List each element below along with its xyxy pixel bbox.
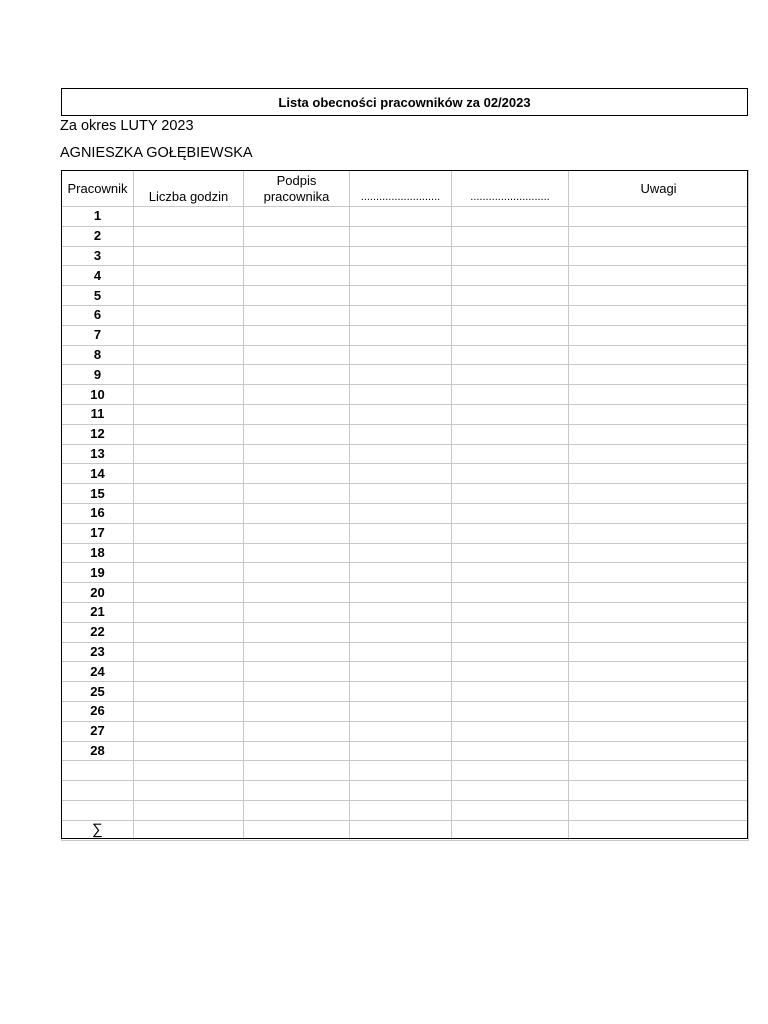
day-number-cell: 12 — [62, 424, 134, 444]
table-row — [62, 721, 749, 741]
notes-cell[interactable] — [569, 682, 749, 702]
hours-cell[interactable] — [134, 424, 244, 444]
signature-cell[interactable] — [244, 207, 350, 227]
hours-cell[interactable] — [134, 741, 244, 761]
notes-cell[interactable] — [569, 424, 749, 444]
sum-symbol-cell: ∑ — [62, 820, 134, 840]
hours-cell[interactable] — [134, 682, 244, 702]
header-blank-2: .......................... — [452, 171, 569, 207]
blank-1-sum-cell[interactable] — [350, 820, 452, 840]
table-row — [62, 662, 749, 682]
notes-cell[interactable] — [569, 385, 749, 405]
blank-1-cell[interactable] — [350, 622, 452, 642]
table-row — [62, 345, 749, 365]
blank-2-cell[interactable] — [452, 761, 569, 781]
day-number-cell: 3 — [62, 246, 134, 266]
table-row — [62, 503, 749, 523]
notes-cell[interactable] — [569, 701, 749, 721]
table-row — [62, 424, 749, 444]
table-row — [62, 365, 749, 385]
blank-2-cell[interactable] — [452, 484, 569, 504]
blank-2-cell[interactable] — [452, 305, 569, 325]
hours-cell[interactable] — [134, 662, 244, 682]
signature-cell[interactable] — [244, 642, 350, 662]
blank-1-cell[interactable] — [350, 424, 452, 444]
attendance-table — [61, 170, 749, 841]
signature-cell[interactable] — [244, 662, 350, 682]
blank-2-cell[interactable] — [452, 226, 569, 246]
blank-2-cell[interactable] — [452, 444, 569, 464]
hours-cell[interactable] — [134, 286, 244, 306]
signature-cell[interactable] — [244, 404, 350, 424]
header-hours: Liczba godzin — [134, 171, 244, 207]
signature-cell[interactable] — [244, 523, 350, 543]
notes-cell[interactable] — [569, 741, 749, 761]
header-signature — [244, 171, 350, 207]
signature-cell[interactable] — [244, 325, 350, 345]
blank-1-cell[interactable] — [350, 226, 452, 246]
table-row — [62, 207, 749, 227]
day-number-cell: 15 — [62, 484, 134, 504]
hours-cell[interactable] — [134, 523, 244, 543]
table-row — [62, 305, 749, 325]
blank-1-cell[interactable] — [350, 503, 452, 523]
blank-2-cell[interactable] — [452, 602, 569, 622]
day-number-cell: 10 — [62, 385, 134, 405]
signature-cell[interactable] — [244, 543, 350, 563]
day-number-cell: 28 — [62, 741, 134, 761]
day-number-cell: 18 — [62, 543, 134, 563]
hours-cell[interactable] — [134, 444, 244, 464]
hours-cell[interactable] — [134, 365, 244, 385]
table-row — [62, 523, 749, 543]
blank-2-cell[interactable] — [452, 424, 569, 444]
hours-cell[interactable] — [134, 543, 244, 563]
blank-2-cell[interactable] — [452, 642, 569, 662]
signature-cell[interactable] — [244, 484, 350, 504]
notes-cell[interactable] — [569, 207, 749, 227]
table-row — [62, 583, 749, 603]
blank-1-cell[interactable] — [350, 305, 452, 325]
table-row — [62, 781, 749, 801]
day-number-cell: 13 — [62, 444, 134, 464]
signature-cell[interactable] — [244, 365, 350, 385]
signature-cell[interactable] — [244, 563, 350, 583]
blank-2-cell[interactable] — [452, 721, 569, 741]
blank-2-cell[interactable] — [452, 800, 569, 820]
signature-cell[interactable] — [244, 226, 350, 246]
notes-cell[interactable] — [569, 800, 749, 820]
blank-2-cell[interactable] — [452, 622, 569, 642]
table-header-row — [62, 171, 749, 207]
header-notes: Uwagi — [569, 171, 749, 207]
blank-2-cell[interactable] — [452, 781, 569, 801]
table-row — [62, 484, 749, 504]
notes-cell[interactable] — [569, 305, 749, 325]
blank-1-cell[interactable] — [350, 286, 452, 306]
blank-1-cell[interactable] — [350, 781, 452, 801]
table-row — [62, 642, 749, 662]
hours-cell[interactable] — [134, 602, 244, 622]
notes-cell[interactable] — [569, 325, 749, 345]
table-row — [62, 444, 749, 464]
table-row — [62, 563, 749, 583]
day-number-cell: 17 — [62, 523, 134, 543]
table-row — [62, 622, 749, 642]
hours-cell[interactable] — [134, 800, 244, 820]
blank-1-cell[interactable] — [350, 602, 452, 622]
blank-1-cell[interactable] — [350, 761, 452, 781]
table-row — [62, 226, 749, 246]
day-number-cell: 21 — [62, 602, 134, 622]
notes-cell[interactable] — [569, 543, 749, 563]
blank-1-cell[interactable] — [350, 484, 452, 504]
day-number-cell: 4 — [62, 266, 134, 286]
blank-2-cell[interactable] — [452, 207, 569, 227]
day-number-cell: 16 — [62, 503, 134, 523]
day-number-cell: 27 — [62, 721, 134, 741]
signature-cell[interactable] — [244, 385, 350, 405]
blank-1-cell[interactable] — [350, 365, 452, 385]
blank-2-cell[interactable] — [452, 741, 569, 761]
hours-cell[interactable] — [134, 325, 244, 345]
blank-1-cell[interactable] — [350, 404, 452, 424]
signature-cell[interactable] — [244, 781, 350, 801]
blank-1-cell[interactable] — [350, 464, 452, 484]
day-number-cell: 19 — [62, 563, 134, 583]
signature-cell[interactable] — [244, 741, 350, 761]
signature-cell[interactable] — [244, 286, 350, 306]
blank-1-cell[interactable] — [350, 583, 452, 603]
blank-2-cell[interactable] — [452, 385, 569, 405]
blank-2-cell[interactable] — [452, 682, 569, 702]
day-number-cell: 22 — [62, 622, 134, 642]
hours-cell[interactable] — [134, 761, 244, 781]
notes-cell[interactable] — [569, 286, 749, 306]
blank-1-cell[interactable] — [350, 246, 452, 266]
signature-cell[interactable] — [244, 345, 350, 365]
blank-2-cell[interactable] — [452, 286, 569, 306]
blank-1-cell[interactable] — [350, 207, 452, 227]
hours-cell[interactable] — [134, 781, 244, 801]
hours-cell[interactable] — [134, 642, 244, 662]
signature-cell[interactable] — [244, 721, 350, 741]
blank-2-cell[interactable] — [452, 246, 569, 266]
table-row — [62, 464, 749, 484]
blank-1-cell[interactable] — [350, 721, 452, 741]
notes-cell[interactable] — [569, 345, 749, 365]
hours-cell[interactable] — [134, 721, 244, 741]
day-number-cell: 6 — [62, 305, 134, 325]
notes-cell[interactable] — [569, 266, 749, 286]
signature-sum-cell[interactable] — [244, 820, 350, 840]
blank-2-cell[interactable] — [452, 266, 569, 286]
blank-1-cell[interactable] — [350, 385, 452, 405]
blank-2-cell[interactable] — [452, 464, 569, 484]
day-number-cell — [62, 781, 134, 801]
notes-cell[interactable] — [569, 563, 749, 583]
blank-2-cell[interactable] — [452, 503, 569, 523]
blank-1-cell[interactable] — [350, 800, 452, 820]
hours-cell[interactable] — [134, 266, 244, 286]
signature-cell[interactable] — [244, 444, 350, 464]
table-row — [62, 701, 749, 721]
table-row — [62, 404, 749, 424]
signature-cell[interactable] — [244, 503, 350, 523]
hours-cell[interactable] — [134, 207, 244, 227]
day-number-cell: 14 — [62, 464, 134, 484]
blank-2-cell[interactable] — [452, 404, 569, 424]
notes-cell[interactable] — [569, 781, 749, 801]
notes-cell[interactable] — [569, 464, 749, 484]
day-number-cell — [62, 800, 134, 820]
blank-1-cell[interactable] — [350, 642, 452, 662]
table-row — [62, 761, 749, 781]
notes-cell[interactable] — [569, 226, 749, 246]
blank-2-cell[interactable] — [452, 345, 569, 365]
signature-cell[interactable] — [244, 622, 350, 642]
notes-cell[interactable] — [569, 761, 749, 781]
signature-cell[interactable] — [244, 305, 350, 325]
blank-1-cell[interactable] — [350, 741, 452, 761]
notes-cell[interactable] — [569, 622, 749, 642]
header-employee: Pracownik — [62, 171, 134, 207]
hours-cell[interactable] — [134, 583, 244, 603]
day-number-cell: 23 — [62, 642, 134, 662]
blank-2-cell[interactable] — [452, 583, 569, 603]
hours-cell[interactable] — [134, 404, 244, 424]
day-number-cell: 11 — [62, 404, 134, 424]
blank-1-cell[interactable] — [350, 682, 452, 702]
hours-cell[interactable] — [134, 464, 244, 484]
notes-cell[interactable] — [569, 662, 749, 682]
blank-2-cell[interactable] — [452, 701, 569, 721]
employee-name: AGNIESZKA GOŁĘBIEWSKA — [60, 145, 253, 161]
day-number-cell: 2 — [62, 226, 134, 246]
table-row — [62, 325, 749, 345]
blank-1-cell[interactable] — [350, 345, 452, 365]
hours-cell[interactable] — [134, 385, 244, 405]
header-blank-1: .......................... — [350, 171, 452, 207]
day-number-cell: 8 — [62, 345, 134, 365]
day-number-cell: 7 — [62, 325, 134, 345]
blank-2-cell[interactable] — [452, 365, 569, 385]
hours-cell[interactable] — [134, 503, 244, 523]
day-number-cell: 5 — [62, 286, 134, 306]
blank-1-cell[interactable] — [350, 266, 452, 286]
hours-cell[interactable] — [134, 484, 244, 504]
notes-cell[interactable] — [569, 484, 749, 504]
hours-cell[interactable] — [134, 226, 244, 246]
day-number-cell: 1 — [62, 207, 134, 227]
hours-cell[interactable] — [134, 701, 244, 721]
notes-sum-cell[interactable] — [569, 820, 749, 840]
hours-sum-cell[interactable] — [134, 820, 244, 840]
period-line: Za okres LUTY 2023 — [60, 118, 194, 134]
day-number-cell: 20 — [62, 583, 134, 603]
hours-cell[interactable] — [134, 345, 244, 365]
notes-cell[interactable] — [569, 365, 749, 385]
table-row — [62, 286, 749, 306]
signature-cell[interactable] — [244, 602, 350, 622]
header-signature-line1: Podpis — [276, 172, 317, 188]
table-row — [62, 385, 749, 405]
blank-2-cell[interactable] — [452, 563, 569, 583]
blank-1-cell[interactable] — [350, 543, 452, 563]
signature-cell[interactable] — [244, 761, 350, 781]
notes-cell[interactable] — [569, 246, 749, 266]
signature-cell[interactable] — [244, 464, 350, 484]
table-row — [62, 800, 749, 820]
notes-cell[interactable] — [569, 444, 749, 464]
blank-1-cell[interactable] — [350, 444, 452, 464]
signature-cell[interactable] — [244, 246, 350, 266]
blank-2-cell[interactable] — [452, 325, 569, 345]
notes-cell[interactable] — [569, 583, 749, 603]
table-row — [62, 682, 749, 702]
day-number-cell: 24 — [62, 662, 134, 682]
day-number-cell — [62, 761, 134, 781]
hours-cell[interactable] — [134, 622, 244, 642]
header-signature-line2: pracownika — [263, 188, 330, 204]
day-number-cell: 9 — [62, 365, 134, 385]
notes-cell[interactable] — [569, 404, 749, 424]
day-number-cell: 25 — [62, 682, 134, 702]
hours-cell[interactable] — [134, 305, 244, 325]
signature-cell[interactable] — [244, 682, 350, 702]
table-row — [62, 246, 749, 266]
hours-cell[interactable] — [134, 563, 244, 583]
sum-row — [62, 820, 749, 840]
blank-1-cell[interactable] — [350, 662, 452, 682]
signature-cell[interactable] — [244, 701, 350, 721]
day-number-cell: 26 — [62, 701, 134, 721]
blank-1-cell[interactable] — [350, 563, 452, 583]
blank-1-cell[interactable] — [350, 325, 452, 345]
signature-cell[interactable] — [244, 800, 350, 820]
notes-cell[interactable] — [569, 602, 749, 622]
table-row — [62, 543, 749, 563]
blank-2-cell[interactable] — [452, 543, 569, 563]
blank-1-cell[interactable] — [350, 701, 452, 721]
notes-cell[interactable] — [569, 523, 749, 543]
notes-cell[interactable] — [569, 721, 749, 741]
table-row — [62, 266, 749, 286]
blank-1-cell[interactable] — [350, 523, 452, 543]
hours-cell[interactable] — [134, 246, 244, 266]
blank-2-cell[interactable] — [452, 523, 569, 543]
blank-2-sum-cell[interactable] — [452, 820, 569, 840]
table-row — [62, 741, 749, 761]
notes-cell[interactable] — [569, 642, 749, 662]
signature-cell[interactable] — [244, 583, 350, 603]
notes-cell[interactable] — [569, 503, 749, 523]
signature-cell[interactable] — [244, 266, 350, 286]
blank-2-cell[interactable] — [452, 662, 569, 682]
table-row — [62, 602, 749, 622]
signature-cell[interactable] — [244, 424, 350, 444]
document-title: Lista obecności pracowników za 02/2023 — [61, 88, 748, 116]
